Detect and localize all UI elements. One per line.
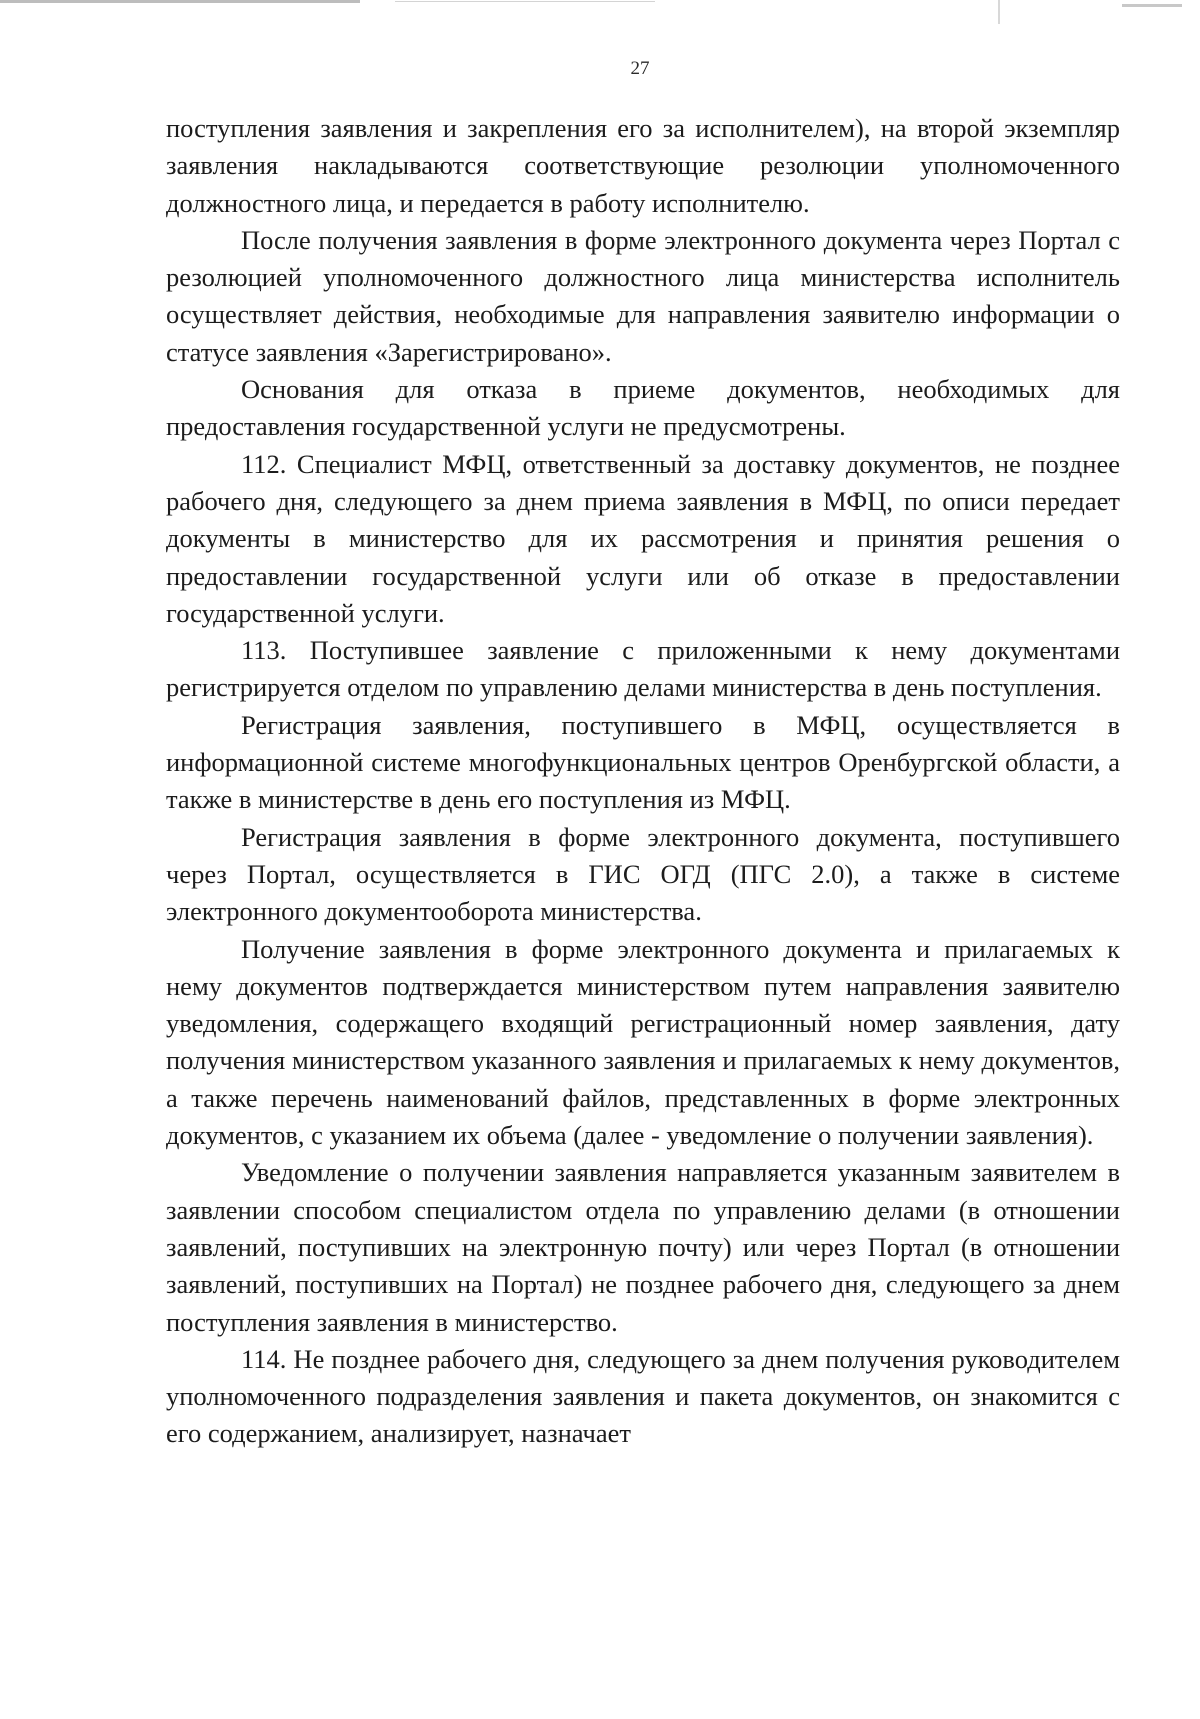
scan-corner-artifact: [1122, 4, 1182, 7]
paragraph-item-112: 112. Специалист МФЦ, ответственный за доставку документов, не позднее рабочего дня, следующего за днем приема заявления в МФЦ, по описи передает документы в министерство для их рассмотрения и принятия решения о предоставлении государственной услуги или об отказе в предоставлении государственной услуги.: [166, 448, 1120, 628]
paragraph: Получение заявления в форме электронного документа и прилагаемых к нему документов подтверждается министерством путем направления заявителю уведомления, содержащего входящий регистрационный номер заявления, дату получения министерством указанного заявления и прилагаемых к нему документов, а также перечень наименований файлов, представленных в форме электронных документов, с указанием их объема (далее - уведомление о получении заявления).: [166, 933, 1120, 1151]
paragraph: Уведомление о получении заявления направляется указанным заявителем в заявлении способом специалистом отдела по управлению делами (в отношении заявлений, поступивших на электронную почту) или через Портал (в отношении заявлений, поступивших на Портал) не позднее рабочего дня, следующего за днем поступления заявления в министерство.: [166, 1157, 1120, 1337]
paragraph-item-114: 114. Не позднее рабочего дня, следующего за днем получения руководителем уполномоченного подразделения заявления и пакета документов, он знакомится с его содержанием, анализирует, назначает: [166, 1343, 1120, 1449]
paragraph: Основания для отказа в приеме документов, необходимых для предоставления государственной услуги не предусмотрены.: [166, 374, 1120, 442]
paragraph-continuation: поступления заявления и закрепления его за исполнителем), на второй экземпляр заявления накладываются соответствующие резолюции уполномоченного должностного лица, и передается в работу исполнителю.: [166, 113, 1120, 218]
scan-corner-artifact: [998, 0, 1000, 24]
document-body: [166, 110, 1120, 1453]
scan-edge-artifact: [395, 1, 655, 2]
scan-edge-artifact: [0, 0, 360, 3]
paragraph-item-113: 113. Поступившее заявление с приложенными к нему документами регистрируется отделом по управлению делами министерства в день поступления.: [166, 635, 1120, 703]
paragraph: После получения заявления в форме электронного документа через Портал с резолюцией уполномоченного должностного лица министерства исполнитель осуществляет действия, необходимые для направления заявителю информации о статусе заявления «Зарегистрировано».: [166, 224, 1120, 367]
page-number: 27: [630, 58, 650, 79]
paragraph: Регистрация заявления, поступившего в МФЦ, осуществляется в информационной системе многофункциональных центров Оренбургской области, а также в министерстве в день его поступления из МФЦ.: [166, 709, 1120, 815]
paragraph: Регистрация заявления в форме электронного документа, поступившего через Портал, осуществляется в ГИС ОГД (ПГС 2.0), а также в системе электронного документооборота министерства.: [166, 821, 1120, 927]
